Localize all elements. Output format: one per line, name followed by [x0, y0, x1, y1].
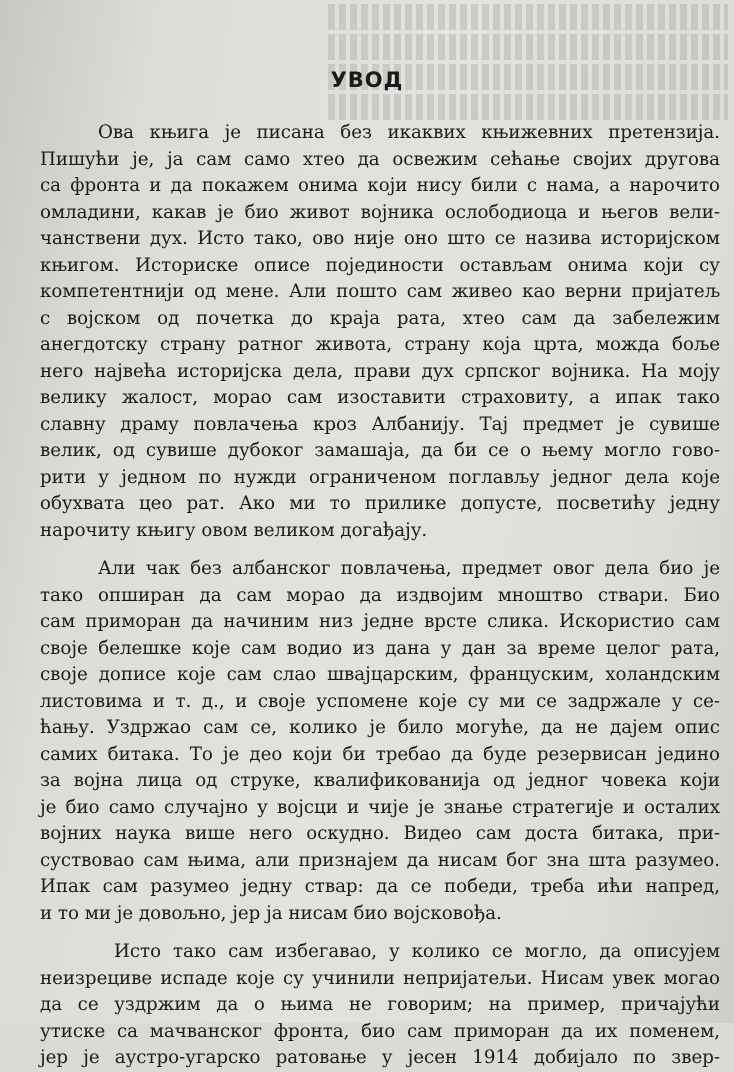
text-line: него највећа историјска дела, прави дух српског војника. На моју: [40, 360, 720, 382]
text-line: за војна лица од струке, квалификованија од једног човека који: [40, 770, 720, 791]
text-line: обухвата цео рат. Ако ми то прилике допусте, посветићу једну: [40, 493, 720, 514]
text-line: јер је аустро-угарско ратовање у јесен 1914 добијало по звер-: [40, 1047, 720, 1068]
paragraph: [40, 120, 720, 544]
text-line: рити у једном по нужди ограниченом поглављу једног дела које: [40, 466, 720, 488]
text-line: своје белешке које сам водио из дана у дан за време целог рата,: [40, 637, 720, 659]
paragraph: [40, 939, 720, 1072]
paragraph: [40, 556, 720, 927]
text-line: и то ми је довољно, јер ја нисам био војсковођа.: [40, 902, 502, 924]
text-line: Ова књига је писана без икаквих књижевних претензија.: [98, 122, 720, 143]
text-line: листовима и т. д., и своје успомене које су ми се задржале у се-: [40, 690, 720, 712]
text-line: чанствени дух. Исто тако, ово није оно што се назива историјском: [40, 228, 720, 249]
text-line: омладини, какав је био живот војника ослободиоца и његов вели-: [40, 201, 720, 223]
text-line: велик, од сувише дубоког замашаја, да би се о њему могло гово-: [40, 440, 720, 461]
text-line: Исто тако сам избегавао, у колико се могло, да описујем: [114, 941, 720, 962]
text-line: самих битака. То је део који би требао да буде резервисан једино: [40, 743, 720, 765]
text-line: је био само случајно у војсци и чије је знање стратегије и осталих: [40, 796, 720, 818]
text-line: Ипак сам разумео једну ствар: да се победи, треба ићи напред,: [40, 876, 720, 897]
text-line: своје дописе које сам слао швајцарским, француским, холандским: [40, 664, 720, 685]
text-line: утиске са мачванског фронта, био сам приморан да их поменем,: [40, 1020, 720, 1042]
text-line: војних наука више него оскудно. Видео сам доста битака, при-: [40, 823, 720, 844]
text-line: славну драму повлачења кроз Албанију. Тај предмет је сувише: [40, 413, 720, 435]
text-line: неизрециве испаде које су учинили непријатељи. Нисам увек могао: [40, 967, 720, 989]
text-line: компетентнији од мене. Али пошто сам живео као верни пријатељ: [40, 281, 720, 302]
text-line: књигом. Историске описе појединости остављам онима који су: [40, 254, 720, 276]
text-line: тако опширан да сам морао да издвојим мноштво ствари. Био: [40, 584, 720, 606]
text-line: да се уздржим да о њима не говорим; на пример, причајући: [40, 994, 720, 1015]
text-line: Пишући је, ја сам само хтео да освежим сећање својих другова: [40, 148, 720, 170]
body-text: [40, 120, 720, 1072]
text-line: сам приморан да начиним низ једне врсте слика. Искористио сам: [40, 611, 720, 632]
text-line: с војском од почетка до краја рата, хтео сам да забележим: [40, 307, 720, 329]
text-line: анегдотску страну ратног живота, страну која црта, можда боље: [40, 334, 720, 355]
chapter-title: УВОД: [330, 68, 404, 92]
text-line: са фронта и да покажем онима који нису били с нама, а нарочито: [40, 175, 720, 196]
text-line: Али чак без албанског повлачења, предмет овог дела био је: [98, 558, 720, 579]
text-line: суствовао сам њима, али признајем да нисам бог зна шта разумео.: [40, 849, 720, 871]
text-line: велику жалост, морао сам изоставити страховиту, а ипак тако: [40, 387, 720, 408]
text-line: нарочиту књигу овом великом догађају.: [40, 519, 428, 541]
text-line: ћању. Уздржао сам се, колико је било могуће, да не дајем опис: [40, 717, 720, 738]
